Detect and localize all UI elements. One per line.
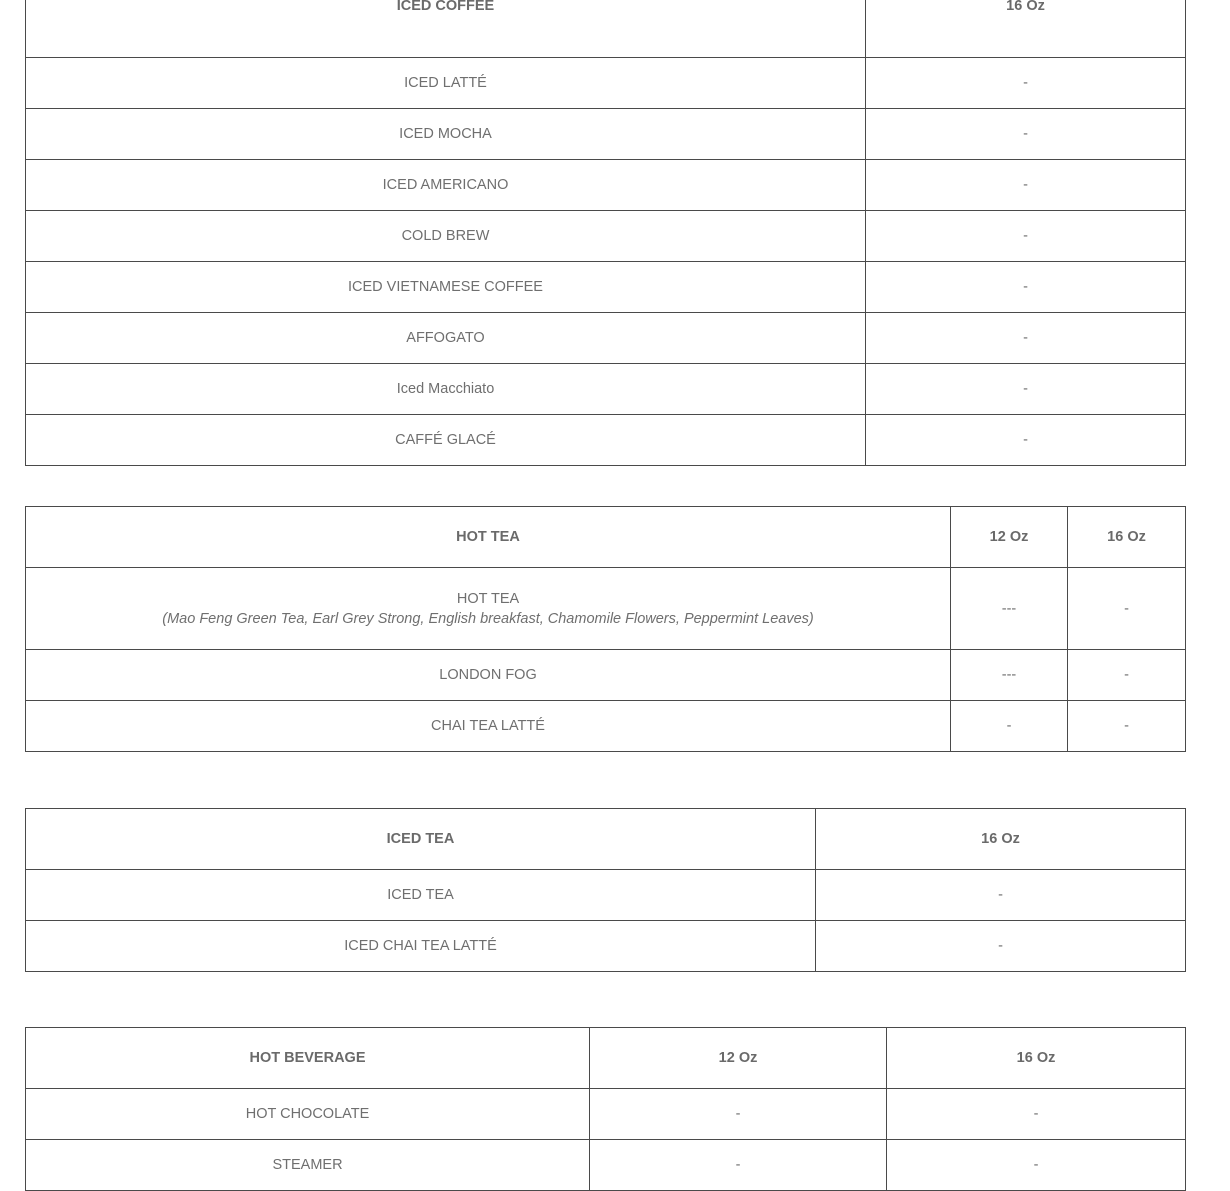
- price-16: -: [887, 1140, 1186, 1191]
- price-16: -: [866, 160, 1186, 211]
- table-header-row: [26, 507, 1186, 568]
- price-16: -: [887, 1089, 1186, 1140]
- hot-beverage-table: [25, 1027, 1186, 1191]
- price-12: ---: [951, 650, 1068, 701]
- item-name: ICED AMERICANO: [26, 160, 866, 211]
- table-row: [26, 211, 1186, 262]
- item-name: Iced Macchiato: [26, 364, 866, 415]
- table-row: [26, 1140, 1186, 1191]
- iced-coffee-header: ICED COFFEE: [26, 0, 866, 58]
- table-row: [26, 262, 1186, 313]
- table-header-row: [26, 809, 1186, 870]
- size-12-header: 12 Oz: [590, 1028, 887, 1089]
- item-name: ICED VIETNAMESE COFFEE: [26, 262, 866, 313]
- item-name: CHAI TEA LATTÉ: [26, 701, 951, 752]
- price-16: -: [1068, 650, 1186, 701]
- price-16: -: [866, 364, 1186, 415]
- price-16: -: [866, 262, 1186, 313]
- table-row: [26, 568, 1186, 650]
- table-header-row: [26, 1028, 1186, 1089]
- iced-tea-header: ICED TEA: [26, 809, 816, 870]
- table-header-row: [26, 0, 1186, 58]
- item-name: STEAMER: [26, 1140, 590, 1191]
- price-16: -: [866, 313, 1186, 364]
- size-16-header: 16 Oz: [866, 0, 1186, 58]
- table-row: [26, 415, 1186, 466]
- table-row: [26, 160, 1186, 211]
- size-16-header: 16 Oz: [816, 809, 1186, 870]
- price-16: -: [1068, 701, 1186, 752]
- item-note: (Mao Feng Green Tea, Earl Grey Strong, English breakfast, Chamomile Flowers, Peppermint Leaves): [162, 610, 814, 627]
- item-name: HOT CHOCOLATE: [26, 1089, 590, 1140]
- size-16-header: 16 Oz: [1068, 507, 1186, 568]
- table-row: [26, 58, 1186, 109]
- iced-tea-table: [25, 808, 1186, 972]
- price-16: -: [816, 921, 1186, 972]
- table-row: [26, 1089, 1186, 1140]
- price-16: -: [866, 415, 1186, 466]
- table-row: [26, 364, 1186, 415]
- hot-tea-table: [25, 506, 1186, 752]
- size-16-header: 16 Oz: [887, 1028, 1186, 1089]
- item-name: CAFFÉ GLACÉ: [26, 415, 866, 466]
- table-row: [26, 921, 1186, 972]
- price-12: -: [590, 1089, 887, 1140]
- price-16: -: [1068, 568, 1186, 650]
- price-16: -: [866, 58, 1186, 109]
- item-name: HOT TEA: [456, 590, 520, 607]
- hot-beverage-header: HOT BEVERAGE: [26, 1028, 590, 1089]
- table-row: [26, 313, 1186, 364]
- table-row: [26, 109, 1186, 160]
- item-name: ICED CHAI TEA LATTÉ: [26, 921, 816, 972]
- item-name: LONDON FOG: [26, 650, 951, 701]
- size-12-header: 12 Oz: [951, 507, 1068, 568]
- item-cell: [26, 568, 951, 650]
- table-row: [26, 870, 1186, 921]
- item-name: ICED TEA: [26, 870, 816, 921]
- price-16: -: [866, 109, 1186, 160]
- price-12: -: [590, 1140, 887, 1191]
- item-name: AFFOGATO: [26, 313, 866, 364]
- price-16: -: [816, 870, 1186, 921]
- item-name: COLD BREW: [26, 211, 866, 262]
- iced-coffee-table: [25, 0, 1186, 466]
- price-16: -: [866, 211, 1186, 262]
- item-name: ICED MOCHA: [26, 109, 866, 160]
- item-name: ICED LATTÉ: [26, 58, 866, 109]
- price-12: ---: [951, 568, 1068, 650]
- price-12: -: [951, 701, 1068, 752]
- table-row: [26, 701, 1186, 752]
- table-row: [26, 650, 1186, 701]
- hot-tea-header: HOT TEA: [26, 507, 951, 568]
